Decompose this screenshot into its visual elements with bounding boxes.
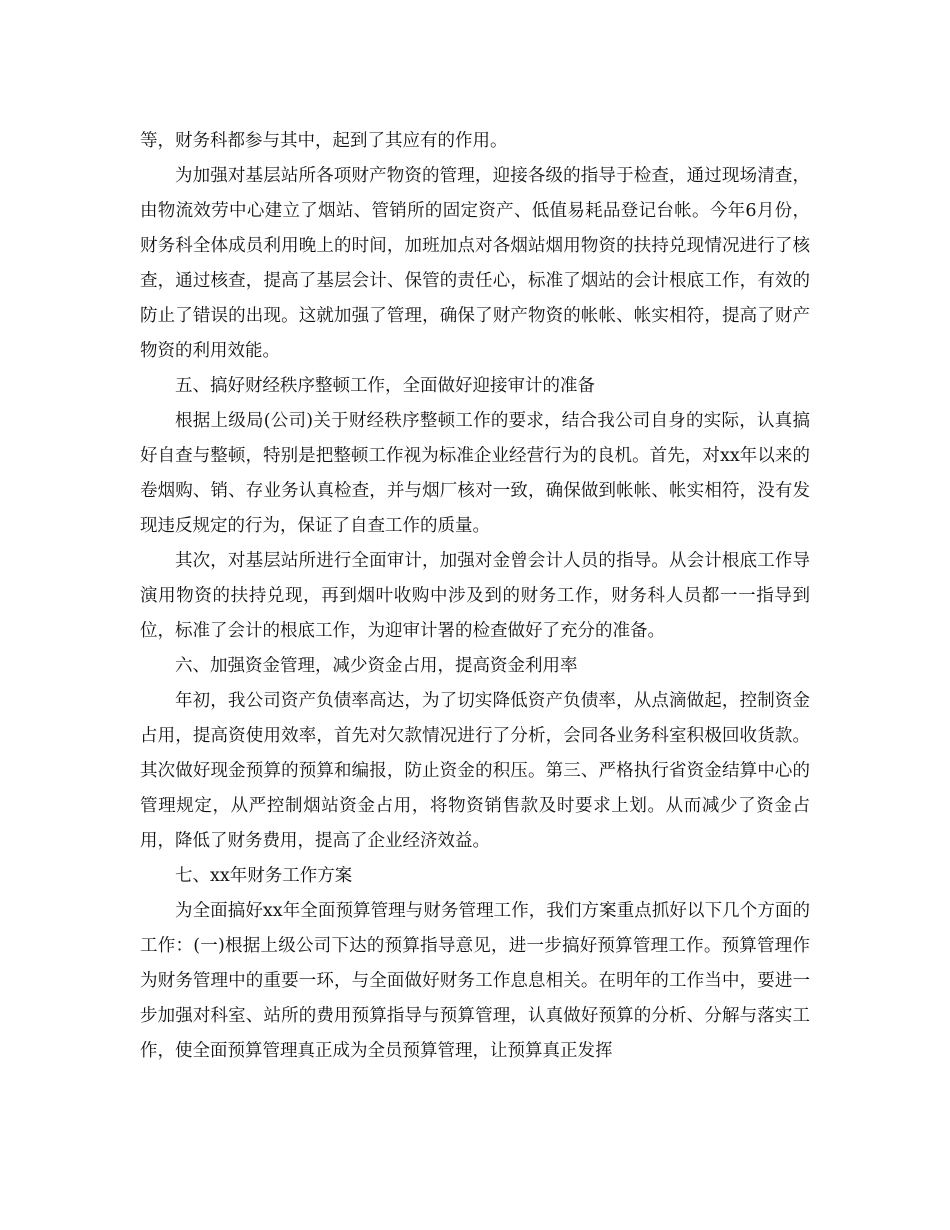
section-heading-5: 五、搞好财经秩序整顿工作，全面做好迎接审计的准备 xyxy=(175,376,595,396)
document-page xyxy=(140,124,810,1069)
section-heading-7: 七、xx年财务工作方案 xyxy=(175,866,353,886)
paragraph-self-inspection: 根据上级局(公司)关于财经秩序整顿工作的要求，结合我公司自身的实际，认真搞好自查与整顿，特别是把整顿工作视为标准企业经营行为的良机。首先，对xx年以来的卷烟购、销、存业务认真检查，并与烟厂核对一致，确保做到帐帐、帐实相符，没有发现违反规定的行为，保证了自查工作的质量。 xyxy=(140,411,810,536)
paragraph-audit: 其次，对基层站所进行全面审计，加强对金曾会计人员的指导。从会计根底工作导演用物资的扶持兑现，再到烟叶收购中涉及到的财务工作，财务科人员都一一指导到位，标准了会计的根底工作，为迎审计署的检查做好了充分的准备。 xyxy=(140,551,810,641)
paragraph-asset-management: 为加强对基层站所各项财产物资的管理，迎接各级的指导于检查，通过现场清查，由物流效劳中心建立了烟站、管销所的固定资产、低值易耗品登记台帐。今年6月份，财务科全体成员利用晚上的时间，加班加点对各烟站烟用物资的扶持兑现情况进行了核查，通过核查，提高了基层会计、保管的责任心，标准了烟站的会计根底工作，有效的防止了错误的出现。这就加强了管理，确保了财产物资的帐帐、帐实相符，提高了财产物资的利用效能。 xyxy=(140,166,810,361)
paragraph-capital-management: 年初，我公司资产负债率高达，为了切实降低资产负债率，从点滴做起，控制资金占用，提高资使用效率，首先对欠款情况进行了分析，会同各业务科室积极回收货款。其次做好现金预算的预算和编报，防止资金的积压。第三、严格执行省资金结算中心的管理规定，从严控制烟站资金占用，将物资销售款及时要求上划。从而减少了资金占用，降低了财务费用，提高了企业经济效益。 xyxy=(140,691,810,851)
paragraph-continuation: 等，财务科都参与其中，起到了其应有的作用。 xyxy=(140,131,508,151)
section-heading-6: 六、加强资金管理，减少资金占用，提高资金利用率 xyxy=(175,656,578,676)
paragraph-work-plan: 为全面搞好xx年全面预算管理与财务管理工作，我们方案重点抓好以下几个方面的工作：(一)根据上级公司下达的预算指导意见，进一步搞好预算管理工作。预算管理作为财务管理中的重要一环，与全面做好财务工作息息相关。在明年的工作当中，要进一步加强对科室、站所的费用预算指导与预算管理，认真做好预算的分析、分解与落实工作，使全面预算管理真正成为全员预算管理，让预算真正发挥 xyxy=(140,901,810,1061)
